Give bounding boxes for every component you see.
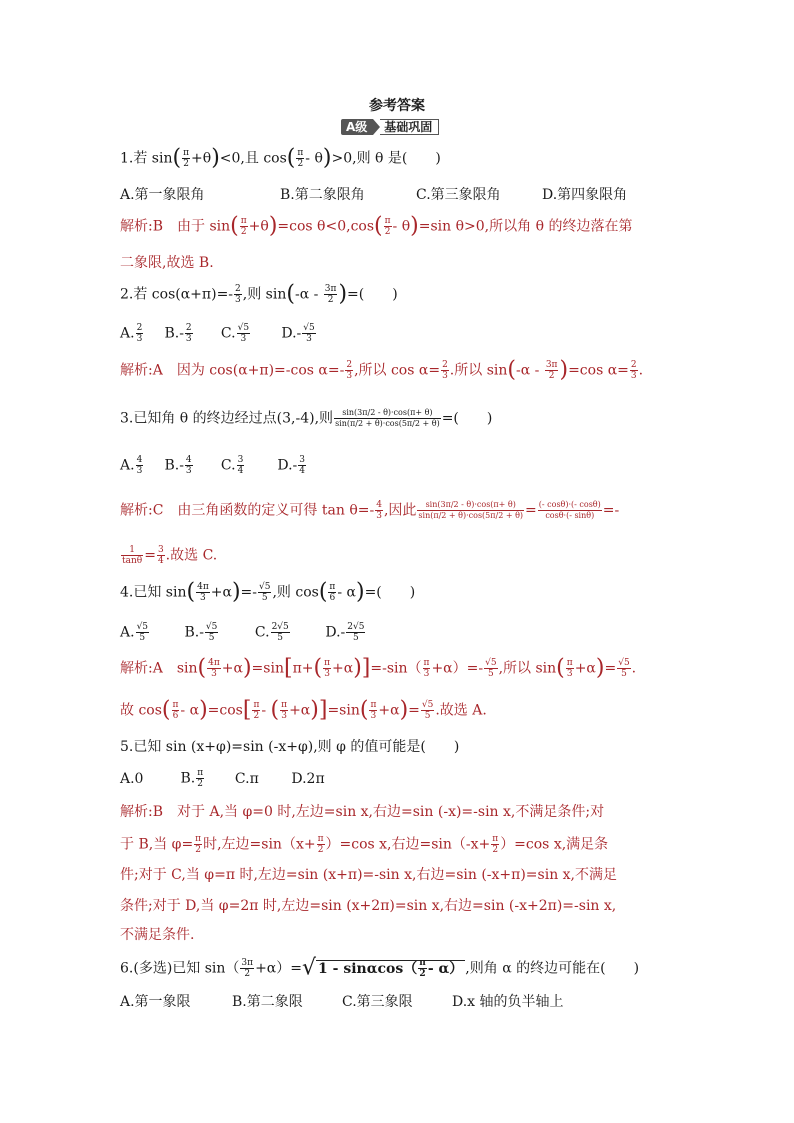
section-name: 基础巩固: [380, 119, 439, 135]
question-1-options: A.第一象限角 B.第二象限角 C.第三象限角 D.第四象限角: [120, 187, 628, 203]
level-label: A级: [341, 119, 373, 135]
question-2: 2.若 cos(α+π)=- $\frac{2}{3}$ ,则 sin(-α - $\frac{3\pi}{2}$ )=( ): [120, 281, 398, 307]
solution-5-line2: 于 B,当 φ= $\frac{\pi}{2}$ 时,左边=sin（x+ $\frac{\pi}{2}$ ）=cos x,右边=sin（-x+ $\frac{\pi}{2}$ ）=cos x,满足条: [120, 834, 609, 855]
solution-3-cont: $\frac{1}{\tan\theta}$ = $\frac{3}{4}$ .故选 C.: [122, 545, 218, 566]
question-2-options: A. $\frac{2}{3}$ B.- $\frac{2}{3}$ C. $\frac{√5}{3}$ D.- $\frac{√5}{3}$: [120, 323, 315, 344]
solution-2: 解析:A 因为 cos(α+π)=-cos α=- $\frac{2}{3}$ ,所以 cos α= $\frac{2}{3}$ .所以 sin(-α - $\frac{3\pi}{2}$ )=cos α= $\frac{2}{3}$ .: [120, 357, 644, 383]
page-title: 参考答案: [369, 98, 425, 114]
question-3-options: A. $\frac{4}{3}$ B.- $\frac{4}{3}$ C. $\frac{3}{4}$ D.- $\frac{3}{4}$: [120, 455, 305, 476]
question-4: 4.已知 sin( $\frac{4\pi}{3}$ +α)=- $\frac{√5}{5}$ ,则 cos( $\frac{\pi}{6}$ - α)=( ): [120, 579, 416, 605]
question-1: 1.若 sin( $\frac{\pi}{2}$ +θ)<0,且 cos( $\frac{\pi}{2}$ - θ)>0,则 θ 是( ): [120, 145, 441, 171]
question-5-options: A.0 B. $\frac{\pi}{2}$ C.π D.2π: [120, 768, 325, 789]
question-5: 5.已知 sin (x+φ)=sin (-x+φ),则 φ 的值可能是( ): [120, 739, 460, 755]
question-4-options: A. $\frac{√5}{5}$ B.- $\frac{√5}{5}$ C. $\frac{2√5}{5}$ D.- $\frac{2√5}{5}$: [120, 622, 365, 643]
question-6: 6.(多选)已知 sin（ $\frac{3\pi}{2}$ +α）=√ 1 - sinαcos（ $\frac{\pi}{2}$ - α） ,则角 α 的终边可能在( ): [120, 955, 640, 981]
solution-4: 解析:A sin( $\frac{4\pi}{3}$ +α)=sin[π+( $\frac{\pi}{3}$ +α)]=-sin（ $\frac{\pi}{3}$ +α）=- $\frac{√5}{5}$ ,所以 sin( $\frac{\pi}{3}$ +α)= $\frac{√5}{5}$ .: [120, 655, 637, 681]
solution-5-line4: 条件;对于 D,当 φ=2π 时,左边=sin (x+2π)=sin x,右边=sin (-x+2π)=-sin x,: [120, 898, 617, 914]
solution-5: 解析:B 对于 A,当 φ=0 时,左边=sin x,右边=sin (-x)=-sin x,不满足条件;对: [120, 804, 605, 820]
solution-5-line5: 不满足条件.: [120, 927, 195, 943]
question-6-options: A.第一象限 B.第二象限 C.第三象限 D.x 轴的负半轴上: [120, 994, 564, 1010]
level-badge: [341, 119, 439, 135]
solution-3: 解析:C 由三角函数的定义可得 tan θ=- $\frac{4}{3}$ ,因此 $\frac{\sin(3\pi/2 - \theta)\cdot\cos(\pi+ \theta)}{\sin(\pi/2 + \theta)\cdot\cos(5\pi/2 + \theta)}$ = $\frac{(- \cos\theta)\cdot(- \cos\theta)}{\cos\theta\cdot(- \sin\theta)}$ =-: [120, 500, 620, 521]
solution-4-cont: 故 cos( $\frac{\pi}{6}$ - α)=cos[ $\frac{\pi}{2}$ - ( $\frac{\pi}{3}$ +α)]=sin( $\frac{\pi}{3}$ +α)= $\frac{√5}{5}$ .故选 A.: [120, 697, 487, 723]
solution-1: 解析:B 由于 sin( $\frac{\pi}{2}$ +θ)=cos θ<0,cos( $\frac{\pi}{2}$ - θ)=sin θ>0,所以角 θ 的终边落在第: [120, 213, 633, 239]
question-3: 3.已知角 θ 的终边经过点(3,-4),则 $\frac{\sin(3\pi/2 - \theta)\cdot\cos(\pi+ \theta)}{\sin(\pi/2 + \theta)\cdot\cos(5\pi/2 + \theta)}$ =( ): [120, 408, 493, 428]
badge-arrow-icon: [373, 119, 380, 135]
solution-1-cont: 二象限,故选 B.: [120, 255, 214, 271]
solution-5-line3: 件;对于 C,当 φ=π 时,左边=sin (x+π)=-sin x,右边=sin (-x+π)=sin x,不满足: [120, 867, 618, 883]
